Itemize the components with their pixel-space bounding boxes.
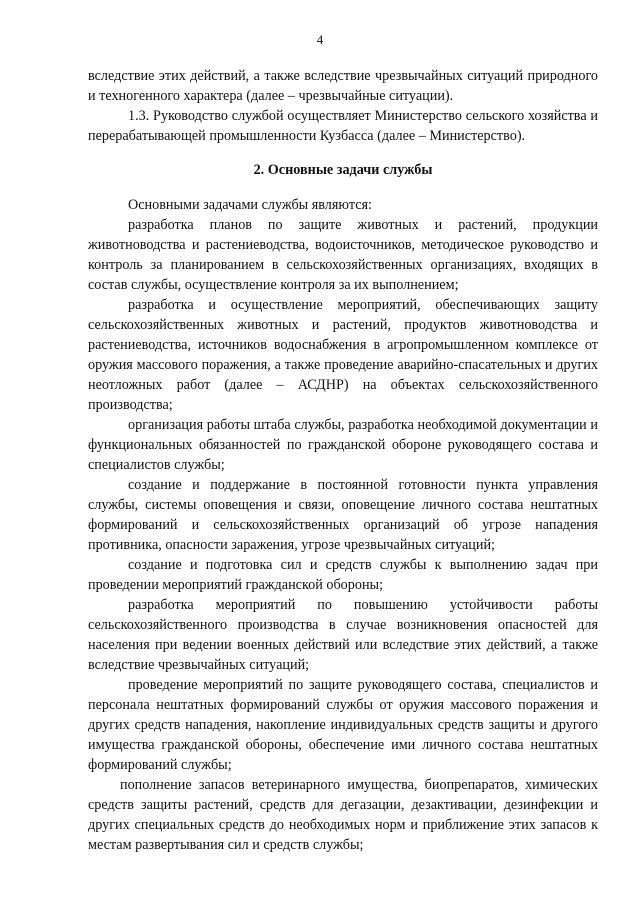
page-number: 4 <box>316 32 324 47</box>
section-intro: Основными задачами службы являются: <box>128 197 372 213</box>
document-body <box>88 66 598 855</box>
task-item: проведение мероприятий по защите руководящего состава, специалистов и персонала нештатных формирований службы от оружия массового поражения и других средств нападения, накопление индивидуальных средств защиты и другого имущества гражданской обороны, обеспечение ими личного состава нештатных формирований службы; <box>88 677 598 773</box>
task-item: разработка планов по защите животных и растений, продукции животноводства и растениеводства, водоисточников, методическое руководство и контроль за планированием в сельскохозяйственных организациях, входящих в состав службы, осуществление контроля за их выполнением; <box>88 217 598 293</box>
task-item: организация работы штаба службы, разработка необходимой документации и функциональных обязанностей по гражданской обороне руководящего состава и специалистов службы; <box>88 417 598 473</box>
section-heading: 2. Основные задачи службы <box>253 162 433 178</box>
task-item: разработка и осуществление мероприятий, обеспечивающих защиту сельскохозяйственных животных и растений, продуктов животноводства и растениеводства, источников водоснабжения в агропромышленном комплексе от оружия массового поражения, а также проведение аварийно-спасательных и других неотложных работ (далее – АСДНР) на объектах сельскохозяйственного производства; <box>88 297 598 413</box>
task-item: пополнение запасов ветеринарного имущества, биопрепаратов, химических средств защиты растений, средств для дегазации, дезактивации, дезинфекции и других специальных средств до необходимых норм и приближение этих запасов к местам развертывания сил и средств службы; <box>88 777 598 853</box>
task-item: создание и подготовка сил и средств службы к выполнению задач при проведении мероприятий гражданской обороны; <box>88 557 598 593</box>
task-item: создание и поддержание в постоянной готовности пункта управления службы, системы оповещения и связи, оповещение личного состава нештатных формирований и сельскохозяйственных организаций об угрозе нападения противника, опасности заражения, угрозе чрезвычайных ситуаций; <box>88 477 598 553</box>
task-item: разработка мероприятий по повышению устойчивости работы сельскохозяйственного производства в случае возникновения опасностей для населения при ведении военных действий или вследствие этих действий, а также вследствие чрезвычайных ситуаций; <box>88 597 598 673</box>
paragraph-1-3: 1.3. Руководство службой осуществляет Министерство сельского хозяйства и перерабатывающей промышленности Кузбасса (далее – Министерство). <box>88 108 598 144</box>
paragraph-continuation: вследствие этих действий, а также вследствие чрезвычайных ситуаций природного и техногенного характера (далее – чрезвычайные ситуации). <box>88 68 598 104</box>
